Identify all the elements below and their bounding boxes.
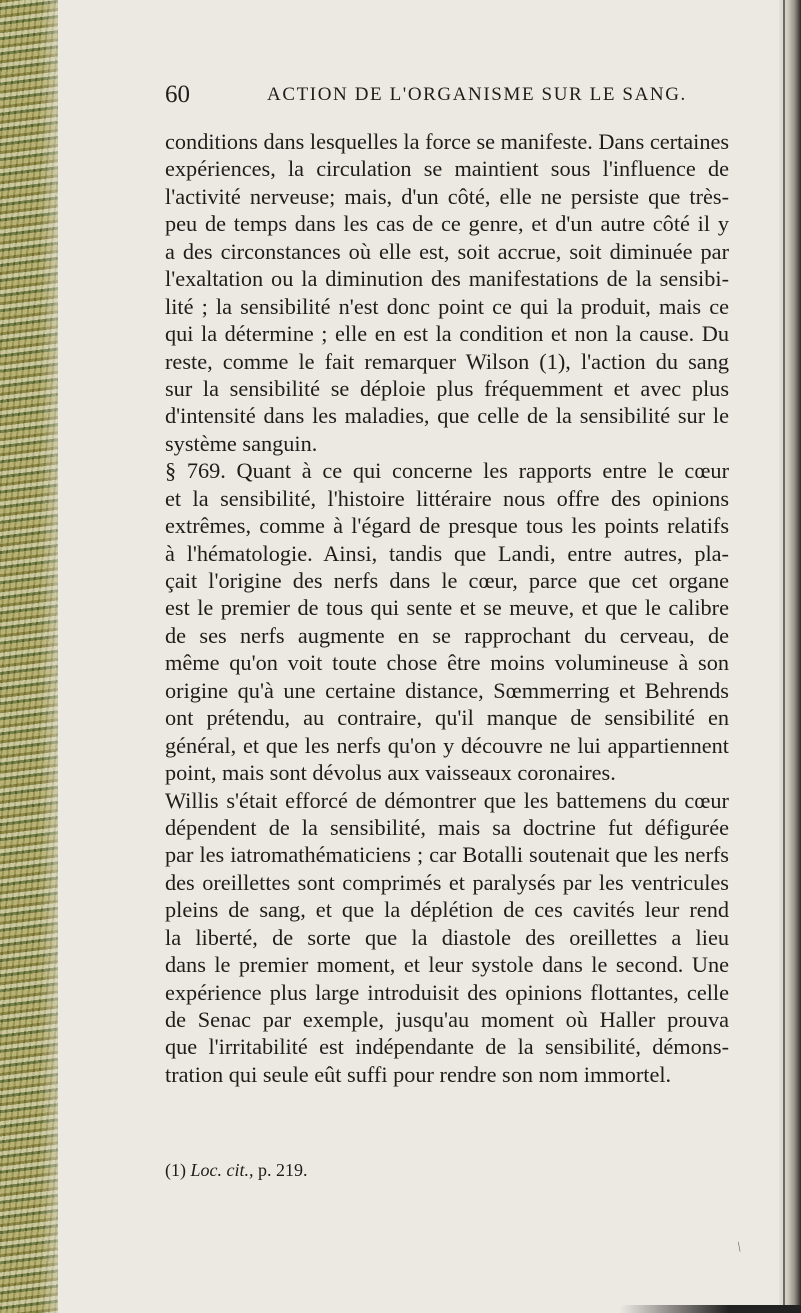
text-line: la liberté, de sorte que la diastole des oreillettes a lieu	[165, 924, 729, 950]
text-line: point, mais sont dévolus aux vaisseaux coronaires.	[165, 760, 616, 786]
text-line: expérience plus large introduisit des opinions flottantes, celle	[165, 979, 729, 1005]
text-line: l'exaltation ou la diminution des manifestations de la sensibi-	[165, 266, 729, 292]
text-line: dépendent de la sensibilité, mais sa doctrine fut défigurée	[165, 814, 729, 840]
text-line: a des circonstances où elle est, soit accrue, soit diminuée par	[165, 238, 729, 264]
pencil-mark: /	[734, 1240, 746, 1256]
text-line: conditions dans lesquelles la force se manifeste. Dans certaines	[165, 129, 730, 154]
text-line: même qu'on voit toute chose être moins volumineuse à son	[165, 650, 729, 676]
text-line: des oreillettes sont comprimés et paralysés par les ventricules	[165, 869, 729, 895]
text-line: général, et que les nerfs qu'on y découvre ne lui appartiennent	[165, 732, 729, 758]
text-line: d'intensité dans les maladies, que celle de la sensibilité sur le	[165, 403, 729, 429]
text-line: tration qui seule eût suffi pour rendre son nom immortel.	[165, 1061, 672, 1087]
running-title: ACTION DE L'ORGANISME SUR LE SANG.	[267, 84, 687, 105]
page-number: 60	[165, 81, 190, 108]
text-line: pleins de sang, et que la déplétion de ces cavités leur rend	[165, 897, 729, 923]
text-line: ont prétendu, au contraire, qu'il manque de sensibilité en	[165, 705, 729, 731]
text-line: extrêmes, comme à l'égard de presque tous les points relatifs	[165, 513, 729, 539]
text-line: et la sensibilité, l'histoire littéraire nous offre des opinions	[165, 485, 729, 511]
text-line: reste, comme le fait remarquer Wilson (1), l'action du sang	[165, 348, 729, 374]
footnote-page: p. 219.	[258, 1160, 308, 1180]
text-line: lité ; la sensibilité n'est donc point ce qui la produit, mais ce	[165, 293, 729, 319]
text-line: Willis s'était efforcé de démontrer que les battemens du cœur	[165, 787, 729, 813]
text-line: l'activité nerveuse; mais, d'un côté, elle ne persiste que très-	[165, 183, 729, 209]
text-line: est le premier de tous qui sente et se meuve, et que le calibre	[165, 595, 729, 621]
text-line: peu de temps dans les cas de ce genre, et d'un autre côté il y	[165, 211, 729, 237]
text-line: expériences, la circulation se maintient sous l'influence de	[165, 156, 729, 182]
footnote-reference: Loc. cit.,	[190, 1160, 254, 1180]
text-line: par les iatromathématiciens ; car Botalli soutenait que les nerfs	[165, 842, 729, 868]
text-line: à l'hématologie. Ainsi, tandis que Landi, entre autres, pla-	[165, 540, 729, 566]
text-line: que l'irritabilité est indépendante de la sensibilité, démons-	[165, 1034, 729, 1060]
text-line: origine qu'à une certaine distance, Sœmmerring et Behrends	[165, 677, 729, 703]
text-line: de Senac par exemple, jusqu'au moment où Haller prouva	[165, 1007, 729, 1032]
text-line: qui la détermine ; elle en est la condition et non la cause. Du	[165, 321, 729, 347]
text-line: § 769. Quant à ce qui concerne les rapports entre le cœur	[165, 458, 729, 484]
text-line: çait l'origine des nerfs dans le cœur, parce que cet organe	[165, 568, 729, 593]
footnote-marker: (1)	[165, 1160, 186, 1180]
text-line: sur la sensibilité se déploie plus fréquemment et avec plus	[165, 375, 729, 401]
text-line: système sanguin.	[165, 430, 318, 456]
footnote	[165, 1160, 308, 1181]
body-text	[165, 128, 729, 1088]
text-line: dans le premier moment, et leur systole dans le second. Une	[165, 952, 729, 978]
text-line: de ses nerfs augmente en se rapprochant du cerveau, de	[165, 622, 729, 648]
